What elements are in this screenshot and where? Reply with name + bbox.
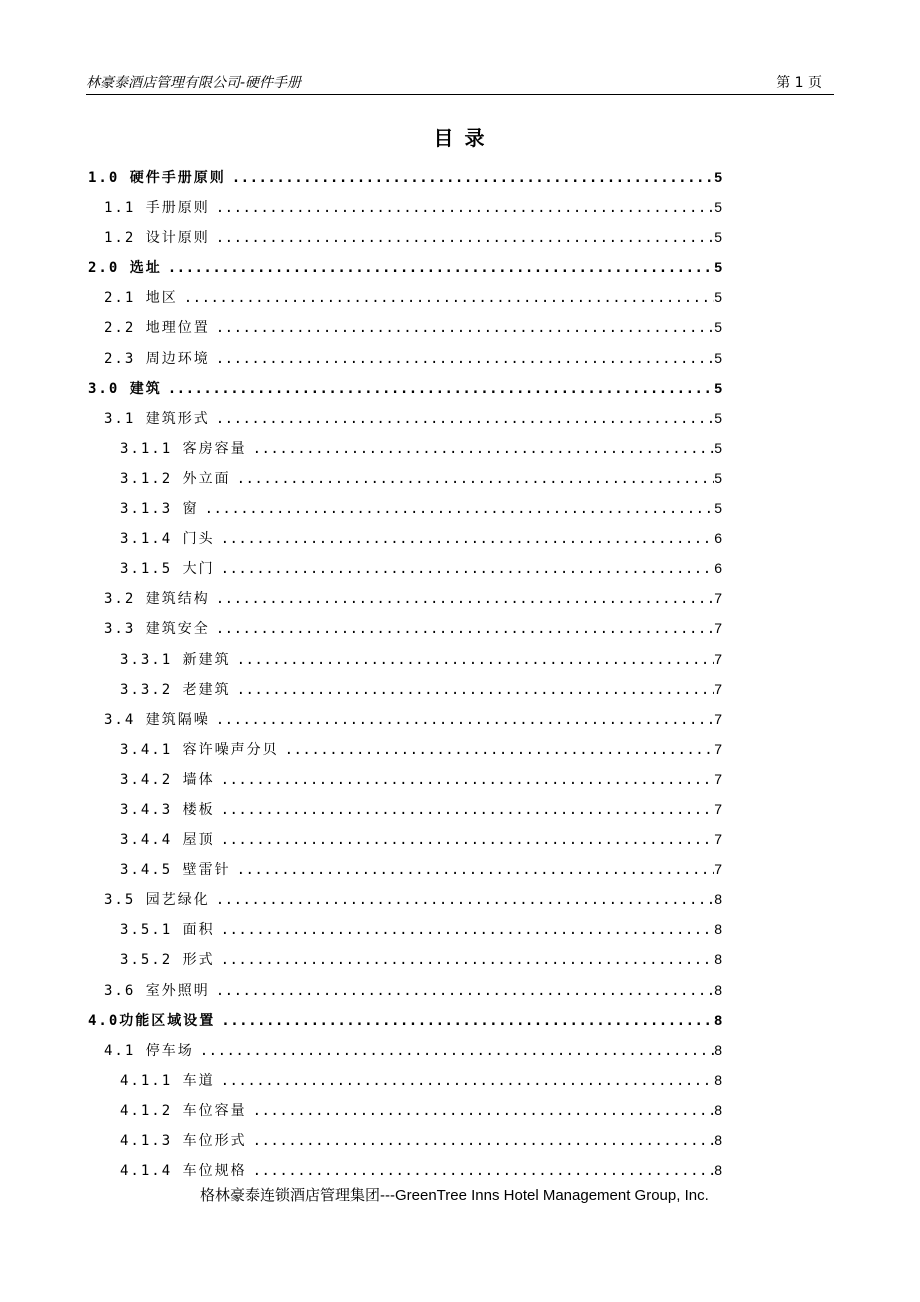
toc-entry[interactable] [88, 1095, 722, 1125]
toc-entry-page: 5 [714, 469, 722, 486]
toc-entry-label: 3.4 建筑隔噪 [104, 711, 210, 728]
toc-entry[interactable] [88, 343, 722, 373]
toc-entry-page: 8 [714, 951, 722, 968]
toc-entry-label: 3.1.1 客房容量 [120, 440, 247, 457]
toc-leader-dots [194, 1036, 714, 1066]
toc-entry-page: 5 [714, 379, 722, 396]
toc-entry-page: 8 [714, 1162, 722, 1179]
toc-entry-label: 3.2 建筑结构 [104, 591, 210, 608]
toc-entry-page: 6 [714, 560, 722, 577]
toc-entry-label: 3.5.1 面积 [120, 922, 215, 939]
toc-leader-dots [279, 735, 715, 765]
toc-entry[interactable] [88, 734, 722, 764]
toc-leader-dots [215, 915, 715, 945]
toc-entry[interactable] [88, 824, 722, 854]
toc-entry[interactable] [88, 463, 722, 493]
toc-entry-label: 3.5 园艺绿化 [104, 892, 210, 909]
toc-leader-dots [210, 976, 714, 1006]
toc-entry-page: 5 [714, 199, 722, 216]
toc-leader-dots [210, 223, 714, 253]
toc-entry-label: 2.3 周边环境 [104, 350, 210, 367]
toc-entry-label: 2.1 地区 [104, 290, 178, 307]
toc-leader-dots [215, 554, 715, 584]
toc-entry-page: 7 [714, 680, 722, 697]
toc-entry[interactable] [88, 192, 722, 222]
header-page-number: 第 1 页 [776, 75, 822, 91]
toc-entry-page: 5 [714, 409, 722, 426]
toc-leader-dots [215, 1066, 715, 1096]
toc-entry[interactable] [88, 523, 722, 553]
toc-entry-page: 7 [714, 770, 722, 787]
toc-entry-label: 1.2 设计原则 [104, 230, 210, 247]
toc-leader-dots [210, 404, 714, 434]
toc-entry[interactable] [88, 583, 722, 613]
toc-entry[interactable] [88, 975, 722, 1005]
toc-entry[interactable] [88, 914, 722, 944]
toc-entry-page: 5 [714, 349, 722, 366]
table-of-contents [88, 162, 722, 1185]
toc-entry-label: 3.3.2 老建筑 [120, 681, 231, 698]
toc-entry[interactable] [88, 493, 722, 523]
toc-leader-dots [215, 945, 715, 975]
toc-entry-page: 8 [714, 1101, 722, 1118]
toc-entry[interactable] [88, 704, 722, 734]
toc-leader-dots [178, 283, 714, 313]
toc-entry-page: 5 [714, 259, 722, 276]
toc-entry-page: 7 [714, 620, 722, 637]
toc-entry-page: 8 [714, 981, 722, 998]
toc-entry[interactable] [88, 312, 722, 342]
toc-entry[interactable] [88, 1065, 722, 1095]
toc-leader-dots [162, 253, 714, 283]
toc-leader-dots [210, 614, 714, 644]
toc-entry[interactable] [88, 162, 722, 192]
toc-entry-label: 2.0 选址 [88, 260, 162, 277]
toc-entry[interactable] [88, 222, 722, 252]
toc-entry-page: 5 [714, 169, 722, 185]
toc-leader-dots [215, 795, 715, 825]
toc-leader-dots [215, 825, 715, 855]
toc-leader-dots [231, 464, 715, 494]
page-footer: 格林豪泰连锁酒店管理集团---GreenTree Inns Hotel Management Group, Inc. [200, 1187, 709, 1204]
toc-entry[interactable] [88, 282, 722, 312]
toc-entry-page: 7 [714, 861, 722, 878]
toc-entry-label: 3.4.2 墙体 [120, 771, 215, 788]
toc-entry-label: 3.1.5 大门 [120, 561, 215, 578]
toc-entry-label: 3.6 室外照明 [104, 982, 210, 999]
toc-leader-dots [215, 765, 715, 795]
toc-entry[interactable] [88, 1035, 722, 1065]
toc-entry-label: 3.3 建筑安全 [104, 621, 210, 638]
toc-leader-dots [210, 705, 714, 735]
toc-entry-label: 3.4.4 屋顶 [120, 832, 215, 849]
toc-entry-label: 1.1 手册原则 [104, 200, 210, 217]
toc-entry-page: 7 [714, 590, 722, 607]
toc-entry-label: 3.4.3 楼板 [120, 801, 215, 818]
toc-entry-page: 7 [714, 650, 722, 667]
page-header [86, 68, 834, 95]
toc-entry-page: 8 [714, 1071, 722, 1088]
toc-leader-dots [231, 675, 715, 705]
toc-entry[interactable] [88, 1125, 722, 1155]
toc-entry-page: 8 [714, 1041, 722, 1058]
toc-entry-page: 8 [714, 921, 722, 938]
toc-entry-label: 3.4.1 容许噪声分贝 [120, 741, 279, 758]
toc-entry[interactable] [88, 373, 722, 403]
toc-entry-page: 7 [714, 831, 722, 848]
toc-leader-dots [210, 584, 714, 614]
toc-leader-dots [215, 524, 715, 554]
toc-entry[interactable] [88, 433, 722, 463]
toc-entry-label: 3.1.2 外立面 [120, 470, 231, 487]
toc-leader-dots [162, 374, 714, 404]
toc-entry-label: 3.4.5 壁雷针 [120, 862, 231, 879]
toc-leader-dots [210, 885, 714, 915]
toc-entry-page: 5 [714, 500, 722, 517]
toc-entry-page: 8 [714, 1011, 722, 1028]
toc-entry[interactable] [88, 674, 722, 704]
toc-entry-page: 7 [714, 740, 722, 757]
toc-entry-label: 4.0功能区域设置 [88, 1012, 216, 1029]
toc-entry-page: 8 [714, 891, 722, 908]
toc-entry[interactable] [88, 403, 722, 433]
toc-leader-dots [247, 1126, 715, 1156]
toc-entry[interactable] [88, 252, 722, 282]
toc-entry-page: 5 [714, 319, 722, 336]
toc-leader-dots [226, 163, 714, 193]
toc-entry[interactable] [88, 764, 722, 794]
toc-leader-dots [199, 494, 715, 524]
toc-leader-dots [210, 313, 714, 343]
toc-entry-label: 4.1.2 车位容量 [120, 1102, 247, 1119]
toc-leader-dots [215, 1006, 714, 1036]
toc-entry-label: 4.1 停车场 [104, 1042, 194, 1059]
toc-entry-label: 3.0 建筑 [88, 380, 162, 397]
toc-leader-dots [247, 1096, 715, 1126]
toc-entry-label: 2.2 地理位置 [104, 320, 210, 337]
toc-entry-label: 1.0 硬件手册原则 [88, 170, 226, 186]
toc-entry-page: 5 [714, 439, 722, 456]
toc-entry-label: 3.5.2 形式 [120, 952, 215, 969]
toc-leader-dots [210, 344, 714, 374]
toc-entry[interactable] [88, 794, 722, 824]
toc-entry[interactable] [88, 884, 722, 914]
toc-entry-page: 5 [714, 229, 722, 246]
toc-leader-dots [231, 645, 715, 675]
toc-entry-label: 4.1.3 车位形式 [120, 1133, 247, 1149]
toc-entry[interactable] [88, 1005, 722, 1035]
toc-leader-dots [247, 434, 715, 464]
toc-entry[interactable] [88, 944, 722, 974]
toc-entry[interactable] [88, 553, 722, 583]
toc-entry[interactable] [88, 613, 722, 643]
toc-entry-page: 5 [714, 289, 722, 306]
toc-leader-dots [210, 193, 714, 223]
toc-entry-page: 6 [714, 530, 722, 547]
toc-entry[interactable] [88, 644, 722, 674]
toc-entry[interactable] [88, 854, 722, 884]
toc-entry-label: 4.1.1 车道 [120, 1072, 215, 1089]
toc-leader-dots [247, 1156, 715, 1186]
toc-entry[interactable] [88, 1155, 722, 1185]
toc-entry-label: 3.1.4 门头 [120, 531, 215, 548]
header-company-title: 林豪泰酒店管理有限公司-硬件手册 [86, 75, 302, 91]
toc-entry-page: 7 [714, 710, 722, 727]
toc-entry-label: 3.1.3 窗 [120, 501, 199, 518]
toc-entry-label: 3.1 建筑形式 [104, 410, 210, 427]
toc-entry-label: 3.3.1 新建筑 [120, 651, 231, 668]
toc-entry-page: 7 [714, 800, 722, 817]
toc-leader-dots [231, 855, 715, 885]
toc-entry-label: 4.1.4 车位规格 [120, 1163, 247, 1180]
toc-title: 目 录 [433, 126, 487, 150]
toc-entry-page: 8 [714, 1132, 722, 1148]
